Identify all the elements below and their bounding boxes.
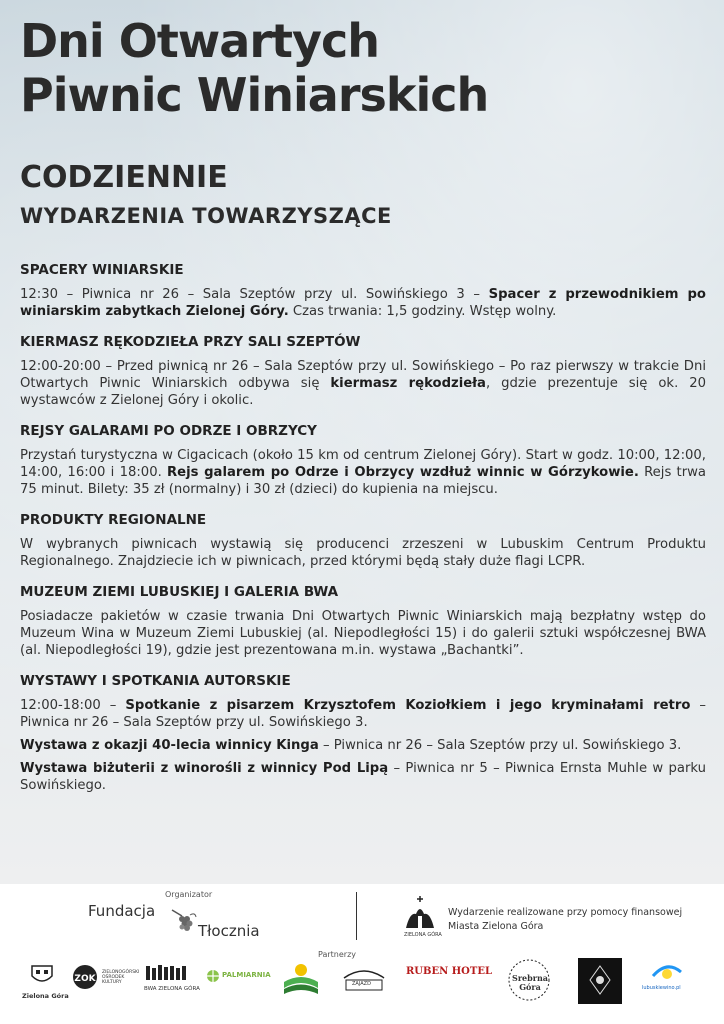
section-text-kiermasz <box>20 358 706 409</box>
section-heading-wystawy: WYSTAWY I SPOTKANIA AUTORSKIE <box>20 673 291 689</box>
poster-title <box>20 14 488 122</box>
winery-emblem-icon <box>578 958 622 1004</box>
section-heading-rejsy: REJSY GALARAMI PO ODRZE I OBRZYCY <box>20 423 317 439</box>
sponsors-footer <box>0 884 724 1024</box>
subtitle-events: WYDARZENIA TOWARZYSZĄCE <box>20 204 392 228</box>
text-run: – Piwnica nr 5 – Piwnica Ernsta Muhle w parku Sowińskiego. <box>20 761 707 793</box>
partner-caption: Zielona Góra <box>22 992 69 1000</box>
title-line-2: Piwnic Winiarskich <box>20 68 489 122</box>
text-run: Przystań turystyczna w Cigacicach (około 15 km od centrum Zielonej Góry). Start w godz. 10:00, 12:00, 14:00, 16:00 i 18:00. <box>20 448 706 480</box>
text-run: – Piwnica nr 26 – Sala Szeptów przy ul. Sowińskiego 3. <box>20 698 707 730</box>
section-text-wystawy-1 <box>20 697 706 731</box>
grapes-icon <box>168 906 198 936</box>
financing-line-1: Wydarzenie realizowane przy pomocy finansowej <box>448 907 683 918</box>
text-run-bold: kiermasz rękodzieła <box>330 376 486 391</box>
partner-logo-bwa <box>144 964 200 1000</box>
text-run-bold: Spotkanie z pisarzem Krzysztofem Koziołkiem i jego kryminałami retro <box>125 698 691 713</box>
text-run-bold: Rejs galarem po Odrze i Obrzycy wzdłuż winnic w Górzykowie. <box>167 465 639 480</box>
partner-caption: ZIELONOGÓRSKI OŚRODEK KULTURY <box>102 970 140 985</box>
building-icon <box>340 964 388 994</box>
partner-logo-vineyard <box>282 960 322 1000</box>
city-logo-caption: ZIELONA GÓRA <box>404 932 442 938</box>
partner-logo-ruben-hotel <box>406 966 492 992</box>
partner-logo-zielona-gora <box>20 962 69 1002</box>
organizer-label: Organizator <box>165 890 213 899</box>
text-run: Rejs trwa 75 minut. Bilety: 35 zł (normalny) i 30 zł (dzieci) do kupienia na miejscu. <box>20 465 707 497</box>
partner-logo-srebrna-gora <box>504 958 556 1004</box>
text-run-bold: Spacer z przewodnikiem po winiarskim zabytkach Zielonej Góry. <box>20 287 706 319</box>
section-text-wystawy-2 <box>20 737 706 754</box>
partner-caption: Srebrna Góra <box>512 973 548 992</box>
text-run: Czas trwania: 1,5 godziny. Wstęp wolny. <box>288 304 557 319</box>
svg-text:ZOK: ZOK <box>74 974 96 984</box>
section-heading-kiermasz: KIERMASZ RĘKODZIEŁA PRZY SALI SZEPTÓW <box>20 334 361 350</box>
section-text-wystawy-3 <box>20 760 706 794</box>
section-heading-muzeum: MUZEUM ZIEMI LUBUSKIEJ I GALERIA BWA <box>20 584 339 600</box>
organizer-name-1: Fundacja <box>88 902 156 920</box>
section-text-rejsy <box>20 447 706 498</box>
section-text-produkty: W wybranych piwnicach wystawią się producenci zrzeszeni w Lubuskim Centrum Produktu Regionalnego. Znajdziecie ich w piwnicach, przed którymi będą stały duże flagi LCPR. <box>20 537 706 569</box>
section-heading-produkty: PRODUKTY REGIONALNE <box>20 512 207 528</box>
text-run: 12:00-20:00 – Przed piwnicą nr 26 – Sala Szeptów przy ul. Sowińskiego – Po raz pierwszy w trakcie Dni Otwartych Piwnic Winiarskich odbywa się <box>20 359 706 391</box>
bwa-logo-icon <box>144 964 188 982</box>
partner-caption: BWA ZIELONA GÓRA <box>144 986 200 992</box>
palm-icon <box>206 969 220 983</box>
partner-logo-zajazd <box>340 964 390 998</box>
partner-logo-palmiarnia <box>206 968 270 990</box>
partners-label: Partnerzy <box>318 950 357 959</box>
title-line-1: Dni Otwartych <box>20 14 380 68</box>
zok-logo-icon <box>72 964 98 990</box>
section-text-spacery <box>20 286 706 320</box>
vineyard-logo-icon <box>282 960 320 998</box>
section-heading-spacery: SPACERY WINIARSKIE <box>20 262 184 278</box>
text-run: 12:30 – Piwnica nr 26 – Sala Szeptów przy ul. Sowińskiego 3 – <box>20 287 489 302</box>
zielona-gora-logo-icon <box>402 894 438 932</box>
text-run-bold: Wystawa z okazji 40-lecia winnicy Kinga <box>20 738 319 753</box>
subtitle-daily: CODZIENNIE <box>20 160 228 195</box>
text-run: , gdzie prezentuje się ok. 20 wystawców z Zielonej Góry i okolic. <box>20 376 706 408</box>
events-content <box>20 262 706 800</box>
financing-line-2: Miasta Zielona Góra <box>448 921 544 932</box>
partner-caption: PALMIARNIA <box>222 971 271 979</box>
footer-divider <box>356 892 357 940</box>
partner-logo-winery-dark <box>578 958 622 1004</box>
text-run-bold: Wystawa biżuterii z winorośli z winnicy Pod Lipą <box>20 761 389 776</box>
organizer-name-2: Tłocznia <box>198 922 260 940</box>
section-text-muzeum: Posiadacze pakietów w czasie trwania Dni Otwartych Piwnic Winiarskich mają bezpłatny wstęp do Muzeum Wina w Muzeum Ziemi Lubuskiej (al. Niepodległości 15) i do galerii sztuki współczesnej BWA (al. Niepodległości 19), gdzie jest prezentowana m.in. wystawa „Bachantki”. <box>20 609 706 658</box>
partner-caption: lubuskiewino.pl <box>642 985 681 991</box>
partner-caption: RUBEN HOTEL <box>406 966 492 977</box>
partner-logo-lubuskiewino <box>642 962 692 998</box>
partner-logo-zok <box>72 964 144 996</box>
partner-logos <box>0 958 724 1020</box>
text-run: – Piwnica nr 26 – Sala Szeptów przy ul. Sowińskiego 3. <box>318 738 682 753</box>
partner-caption: ZAJAZD <box>352 981 371 987</box>
city-crest-icon <box>30 962 54 986</box>
text-run: 12:00-18:00 – <box>20 698 126 713</box>
wine-glass-icon <box>649 962 685 984</box>
financing-note <box>448 906 682 934</box>
